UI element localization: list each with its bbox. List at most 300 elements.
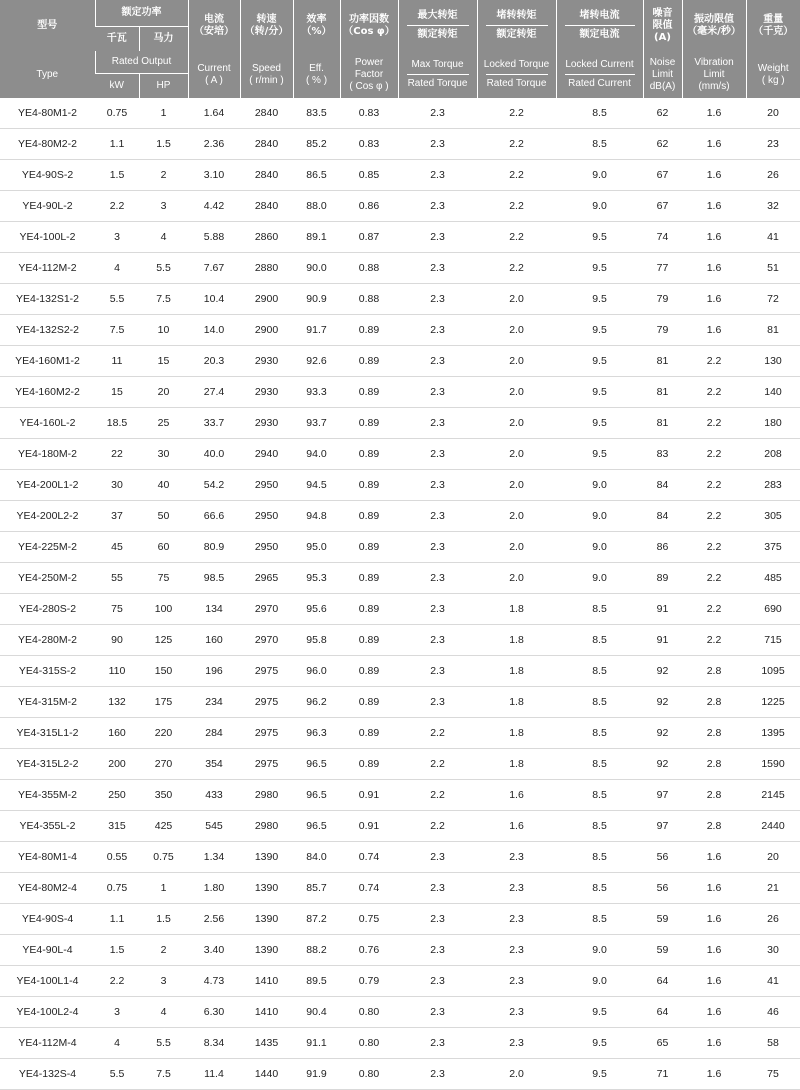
cell-locked-current-ratio: 8.5: [556, 129, 643, 160]
cell-vibration: 2.2: [682, 594, 746, 625]
cell-current: 1.64: [188, 98, 240, 129]
header-speed-en: [240, 51, 293, 98]
cell-efficiency: 96.5: [293, 749, 340, 780]
cell-max-torque-ratio: 2.2: [398, 718, 477, 749]
cell-current: 433: [188, 780, 240, 811]
cell-locked-current-ratio: 8.5: [556, 873, 643, 904]
cell-max-torque-ratio: 2.3: [398, 966, 477, 997]
cell-max-torque-ratio: 2.3: [398, 346, 477, 377]
cell-weight: 1395: [746, 718, 800, 749]
table-row: [0, 1028, 800, 1059]
table-row: [0, 594, 800, 625]
cell-current: 6.30: [188, 997, 240, 1028]
cell-max-torque-ratio: 2.3: [398, 377, 477, 408]
cell-locked-current-ratio: 8.5: [556, 811, 643, 842]
cell-vibration: 1.6: [682, 842, 746, 873]
cell-locked-current-ratio: 9.5: [556, 439, 643, 470]
cell-weight: 75: [746, 1059, 800, 1090]
table-row: [0, 253, 800, 284]
header-power-factor-en-label2: Factor: [354, 68, 384, 80]
cell-speed: 2930: [240, 346, 293, 377]
cell-type: YE4-80M2-4: [0, 873, 95, 904]
cell-current: 7.67: [188, 253, 240, 284]
cell-type: YE4-132S2-2: [0, 315, 95, 346]
cell-current: 545: [188, 811, 240, 842]
cell-locked-current-ratio: 9.5: [556, 346, 643, 377]
table-row: [0, 439, 800, 470]
cell-power-factor: 0.74: [340, 873, 398, 904]
cell-current: 1.80: [188, 873, 240, 904]
table-row: [0, 780, 800, 811]
header-locked-current-zh-num: 堵转电流: [579, 10, 620, 21]
header-vibration-zh-unit: （毫米/秒）: [687, 25, 741, 37]
cell-speed: 2840: [240, 191, 293, 222]
cell-hp: 1.5: [139, 904, 188, 935]
cell-speed: 1390: [240, 904, 293, 935]
cell-speed: 2970: [240, 625, 293, 656]
header-power-factor-en: [340, 51, 398, 98]
cell-kw: 200: [95, 749, 139, 780]
cell-efficiency: 85.7: [293, 873, 340, 904]
cell-vibration: 1.6: [682, 98, 746, 129]
cell-locked-torque-ratio: 1.6: [477, 811, 556, 842]
cell-speed: 2940: [240, 439, 293, 470]
cell-type: YE4-160L-2: [0, 408, 95, 439]
cell-efficiency: 95.6: [293, 594, 340, 625]
cell-locked-torque-ratio: 2.2: [477, 191, 556, 222]
cell-weight: 20: [746, 98, 800, 129]
header-current-zh-unit: （安培）: [194, 25, 234, 37]
cell-locked-torque-ratio: 2.0: [477, 346, 556, 377]
cell-hp: 4: [139, 997, 188, 1028]
cell-locked-current-ratio: 9.0: [556, 470, 643, 501]
header-kw-en: kW: [95, 74, 139, 99]
header-efficiency-zh-label: 效率: [306, 13, 327, 25]
table-row: [0, 687, 800, 718]
cell-efficiency: 96.0: [293, 656, 340, 687]
cell-weight: 30: [746, 935, 800, 966]
cell-locked-torque-ratio: 2.0: [477, 315, 556, 346]
cell-type: YE4-250M-2: [0, 563, 95, 594]
header-current-en-unit: ( A ): [205, 74, 223, 86]
cell-current: 11.4: [188, 1059, 240, 1090]
cell-weight: 1095: [746, 656, 800, 687]
cell-noise: 92: [643, 687, 682, 718]
cell-power-factor: 0.80: [340, 1028, 398, 1059]
header-vibration-zh: [682, 0, 746, 51]
cell-vibration: 2.2: [682, 439, 746, 470]
cell-kw: 2.2: [95, 966, 139, 997]
cell-weight: 208: [746, 439, 800, 470]
cell-hp: 1: [139, 873, 188, 904]
cell-locked-torque-ratio: 2.2: [477, 98, 556, 129]
header-locked-torque-zh: [477, 0, 556, 51]
header-max-torque-zh-den: 额定转矩: [417, 29, 458, 40]
cell-locked-torque-ratio: 1.8: [477, 594, 556, 625]
cell-hp: 15: [139, 346, 188, 377]
table-row: [0, 98, 800, 129]
cell-weight: 305: [746, 501, 800, 532]
header-efficiency-en-unit: ( % ): [305, 74, 328, 86]
cell-locked-torque-ratio: 2.3: [477, 873, 556, 904]
cell-max-torque-ratio: 2.3: [398, 904, 477, 935]
cell-kw: 110: [95, 656, 139, 687]
cell-hp: 50: [139, 501, 188, 532]
cell-locked-current-ratio: 8.5: [556, 656, 643, 687]
cell-max-torque-ratio: 2.3: [398, 687, 477, 718]
cell-speed: 2930: [240, 377, 293, 408]
cell-speed: 2860: [240, 222, 293, 253]
cell-noise: 64: [643, 966, 682, 997]
cell-max-torque-ratio: 2.3: [398, 1028, 477, 1059]
cell-noise: 79: [643, 284, 682, 315]
table-row: [0, 191, 800, 222]
cell-kw: 3: [95, 222, 139, 253]
cell-power-factor: 0.89: [340, 625, 398, 656]
cell-weight: 690: [746, 594, 800, 625]
cell-locked-current-ratio: 9.5: [556, 1028, 643, 1059]
header-locked-torque-en: [477, 51, 556, 98]
cell-kw: 1.5: [95, 160, 139, 191]
cell-vibration: 2.8: [682, 656, 746, 687]
cell-weight: 81: [746, 315, 800, 346]
cell-type: YE4-90L-4: [0, 935, 95, 966]
cell-type: YE4-280S-2: [0, 594, 95, 625]
cell-power-factor: 0.83: [340, 98, 398, 129]
cell-power-factor: 0.87: [340, 222, 398, 253]
cell-weight: 41: [746, 966, 800, 997]
cell-max-torque-ratio: 2.3: [398, 532, 477, 563]
cell-power-factor: 0.89: [340, 377, 398, 408]
header-efficiency-en: [293, 51, 340, 98]
cell-power-factor: 0.89: [340, 687, 398, 718]
cell-speed: 1390: [240, 935, 293, 966]
header-max-torque-zh-num: 最大转矩: [417, 10, 458, 21]
cell-efficiency: 96.5: [293, 780, 340, 811]
cell-speed: 2950: [240, 532, 293, 563]
header-vibration-en-label2: Limit: [703, 68, 725, 80]
cell-vibration: 1.6: [682, 997, 746, 1028]
cell-current: 3.10: [188, 160, 240, 191]
table-row: [0, 656, 800, 687]
cell-locked-torque-ratio: 2.0: [477, 1059, 556, 1090]
cell-kw: 30: [95, 470, 139, 501]
cell-vibration: 2.8: [682, 749, 746, 780]
cell-max-torque-ratio: 2.3: [398, 253, 477, 284]
cell-speed: 1390: [240, 873, 293, 904]
header-locked-torque-zh-den: 额定转矩: [496, 29, 537, 40]
cell-speed: 2930: [240, 408, 293, 439]
cell-locked-torque-ratio: 2.0: [477, 563, 556, 594]
cell-locked-torque-ratio: 2.0: [477, 408, 556, 439]
header-locked-torque-en-num: Locked Torque: [483, 59, 550, 70]
cell-weight: 51: [746, 253, 800, 284]
cell-kw: 0.55: [95, 842, 139, 873]
cell-kw: 18.5: [95, 408, 139, 439]
cell-power-factor: 0.91: [340, 780, 398, 811]
cell-power-factor: 0.91: [340, 811, 398, 842]
cell-speed: 2840: [240, 160, 293, 191]
header-vibration-en: [682, 51, 746, 98]
cell-current: 3.40: [188, 935, 240, 966]
cell-power-factor: 0.89: [340, 470, 398, 501]
header-speed-zh-label: 转速: [256, 13, 277, 25]
cell-type: YE4-100L1-4: [0, 966, 95, 997]
header-locked-current-en-num: Locked Current: [565, 59, 634, 70]
cell-efficiency: 93.3: [293, 377, 340, 408]
cell-max-torque-ratio: 2.3: [398, 563, 477, 594]
cell-hp: 3: [139, 191, 188, 222]
cell-max-torque-ratio: 2.3: [398, 656, 477, 687]
cell-weight: 375: [746, 532, 800, 563]
cell-hp: 60: [139, 532, 188, 563]
cell-vibration: 1.6: [682, 284, 746, 315]
cell-max-torque-ratio: 2.3: [398, 594, 477, 625]
cell-efficiency: 90.9: [293, 284, 340, 315]
cell-type: YE4-315L1-2: [0, 718, 95, 749]
cell-speed: 2900: [240, 284, 293, 315]
cell-type: YE4-160M2-2: [0, 377, 95, 408]
header-weight-en: [746, 51, 800, 98]
cell-hp: 4: [139, 222, 188, 253]
table-row: [0, 346, 800, 377]
cell-noise: 86: [643, 532, 682, 563]
cell-power-factor: 0.80: [340, 997, 398, 1028]
table-row: [0, 718, 800, 749]
cell-noise: 71: [643, 1059, 682, 1090]
cell-locked-current-ratio: 8.5: [556, 594, 643, 625]
header-weight-en-label: Weight: [757, 62, 789, 74]
cell-kw: 75: [95, 594, 139, 625]
cell-max-torque-ratio: 2.3: [398, 501, 477, 532]
cell-noise: 56: [643, 842, 682, 873]
fraction-rule: [407, 25, 469, 26]
cell-weight: 46: [746, 997, 800, 1028]
cell-hp: 425: [139, 811, 188, 842]
cell-locked-torque-ratio: 1.8: [477, 656, 556, 687]
cell-locked-torque-ratio: 2.3: [477, 842, 556, 873]
cell-type: YE4-80M2-2: [0, 129, 95, 160]
cell-speed: 2975: [240, 749, 293, 780]
cell-type: YE4-100L2-4: [0, 997, 95, 1028]
cell-max-torque-ratio: 2.3: [398, 222, 477, 253]
header-efficiency-zh-unit: （%）: [301, 25, 332, 37]
cell-locked-current-ratio: 9.0: [556, 191, 643, 222]
table-row: [0, 873, 800, 904]
cell-max-torque-ratio: 2.3: [398, 315, 477, 346]
cell-power-factor: 0.79: [340, 966, 398, 997]
cell-locked-torque-ratio: 2.0: [477, 470, 556, 501]
cell-power-factor: 0.88: [340, 253, 398, 284]
cell-vibration: 1.6: [682, 1059, 746, 1090]
cell-speed: 1410: [240, 966, 293, 997]
fraction-rule: [565, 74, 635, 75]
cell-kw: 1.1: [95, 904, 139, 935]
fraction-rule: [486, 25, 548, 26]
cell-kw: 0.75: [95, 873, 139, 904]
cell-vibration: 1.6: [682, 191, 746, 222]
cell-vibration: 1.6: [682, 966, 746, 997]
cell-vibration: 2.2: [682, 532, 746, 563]
header-vibration-en-label1: Vibration: [694, 56, 734, 68]
header-noise-en: [643, 51, 682, 98]
cell-kw: 5.5: [95, 284, 139, 315]
cell-speed: 2840: [240, 129, 293, 160]
cell-locked-current-ratio: 9.0: [556, 501, 643, 532]
cell-efficiency: 94.8: [293, 501, 340, 532]
cell-speed: 2975: [240, 656, 293, 687]
cell-efficiency: 95.0: [293, 532, 340, 563]
cell-power-factor: 0.89: [340, 439, 398, 470]
cell-weight: 2145: [746, 780, 800, 811]
cell-type: YE4-180M-2: [0, 439, 95, 470]
cell-locked-current-ratio: 9.0: [556, 160, 643, 191]
cell-speed: 1435: [240, 1028, 293, 1059]
cell-locked-torque-ratio: 1.8: [477, 718, 556, 749]
cell-current: 160: [188, 625, 240, 656]
header-noise-en-unit: dB(A): [649, 80, 676, 92]
table-row: [0, 284, 800, 315]
header-current-en-label: Current: [197, 62, 231, 74]
cell-current: 20.3: [188, 346, 240, 377]
cell-efficiency: 95.3: [293, 563, 340, 594]
cell-weight: 1225: [746, 687, 800, 718]
cell-weight: 140: [746, 377, 800, 408]
cell-speed: 2900: [240, 315, 293, 346]
cell-locked-current-ratio: 9.5: [556, 315, 643, 346]
cell-weight: 32: [746, 191, 800, 222]
cell-current: 10.4: [188, 284, 240, 315]
cell-current: 2.56: [188, 904, 240, 935]
cell-hp: 1.5: [139, 129, 188, 160]
header-type-en: Type: [0, 51, 95, 98]
cell-noise: 81: [643, 377, 682, 408]
cell-locked-torque-ratio: 2.3: [477, 966, 556, 997]
cell-vibration: 1.6: [682, 935, 746, 966]
cell-efficiency: 88.2: [293, 935, 340, 966]
cell-noise: 92: [643, 656, 682, 687]
cell-kw: 55: [95, 563, 139, 594]
cell-type: YE4-112M-4: [0, 1028, 95, 1059]
cell-max-torque-ratio: 2.3: [398, 129, 477, 160]
cell-hp: 3: [139, 966, 188, 997]
cell-max-torque-ratio: 2.2: [398, 749, 477, 780]
cell-locked-torque-ratio: 2.0: [477, 284, 556, 315]
cell-hp: 220: [139, 718, 188, 749]
cell-hp: 100: [139, 594, 188, 625]
cell-speed: 2975: [240, 687, 293, 718]
cell-locked-torque-ratio: 2.0: [477, 377, 556, 408]
header-kw-zh: 千瓦: [95, 27, 139, 52]
cell-weight: 130: [746, 346, 800, 377]
cell-locked-current-ratio: 9.0: [556, 935, 643, 966]
table-row: [0, 904, 800, 935]
cell-power-factor: 0.76: [340, 935, 398, 966]
cell-power-factor: 0.89: [340, 346, 398, 377]
cell-noise: 77: [643, 253, 682, 284]
cell-efficiency: 94.0: [293, 439, 340, 470]
cell-noise: 59: [643, 904, 682, 935]
cell-hp: 30: [139, 439, 188, 470]
cell-locked-current-ratio: 9.0: [556, 966, 643, 997]
cell-noise: 97: [643, 780, 682, 811]
cell-weight: 283: [746, 470, 800, 501]
fraction-rule: [407, 74, 469, 75]
header-locked-torque-zh-num: 堵转转矩: [496, 10, 537, 21]
cell-vibration: 2.8: [682, 811, 746, 842]
cell-max-torque-ratio: 2.3: [398, 935, 477, 966]
cell-noise: 91: [643, 594, 682, 625]
cell-hp: 25: [139, 408, 188, 439]
cell-noise: 91: [643, 625, 682, 656]
cell-efficiency: 86.5: [293, 160, 340, 191]
cell-kw: 1.5: [95, 935, 139, 966]
cell-max-torque-ratio: 2.3: [398, 997, 477, 1028]
cell-vibration: 1.6: [682, 253, 746, 284]
cell-max-torque-ratio: 2.3: [398, 191, 477, 222]
cell-efficiency: 94.5: [293, 470, 340, 501]
cell-max-torque-ratio: 2.3: [398, 160, 477, 191]
cell-current: 54.2: [188, 470, 240, 501]
cell-kw: 45: [95, 532, 139, 563]
cell-noise: 89: [643, 563, 682, 594]
cell-locked-torque-ratio: 2.3: [477, 904, 556, 935]
cell-type: YE4-90S-4: [0, 904, 95, 935]
cell-locked-current-ratio: 9.5: [556, 284, 643, 315]
cell-vibration: 2.2: [682, 346, 746, 377]
cell-kw: 4: [95, 253, 139, 284]
cell-current: 4.42: [188, 191, 240, 222]
cell-weight: 72: [746, 284, 800, 315]
cell-speed: 1390: [240, 842, 293, 873]
cell-type: YE4-355L-2: [0, 811, 95, 842]
cell-power-factor: 0.89: [340, 501, 398, 532]
cell-locked-current-ratio: 8.5: [556, 842, 643, 873]
cell-locked-current-ratio: 8.5: [556, 780, 643, 811]
cell-efficiency: 96.2: [293, 687, 340, 718]
cell-hp: 270: [139, 749, 188, 780]
cell-vibration: 1.6: [682, 904, 746, 935]
cell-hp: 125: [139, 625, 188, 656]
cell-speed: 2880: [240, 253, 293, 284]
cell-weight: 715: [746, 625, 800, 656]
table-row: [0, 749, 800, 780]
cell-type: YE4-132S-4: [0, 1059, 95, 1090]
cell-locked-current-ratio: 9.5: [556, 408, 643, 439]
cell-kw: 1.1: [95, 129, 139, 160]
header-power-factor-zh-unit: （Cos φ）: [343, 25, 395, 37]
header-vibration-zh-label: 振动限值: [694, 13, 734, 25]
header-power-factor-en-label1: Power: [354, 56, 384, 68]
header-speed-zh: [240, 0, 293, 51]
cell-vibration: 1.6: [682, 129, 746, 160]
table-row: [0, 377, 800, 408]
cell-locked-current-ratio: 9.5: [556, 222, 643, 253]
cell-noise: 74: [643, 222, 682, 253]
cell-speed: 2840: [240, 98, 293, 129]
cell-max-torque-ratio: 2.3: [398, 408, 477, 439]
cell-efficiency: 83.5: [293, 98, 340, 129]
header-vibration-en-unit: (mm/s): [698, 80, 730, 92]
cell-weight: 485: [746, 563, 800, 594]
cell-speed: 2975: [240, 718, 293, 749]
cell-kw: 5.5: [95, 1059, 139, 1090]
cell-vibration: 2.2: [682, 408, 746, 439]
table-row: [0, 532, 800, 563]
cell-max-torque-ratio: 2.3: [398, 625, 477, 656]
cell-locked-torque-ratio: 2.3: [477, 935, 556, 966]
cell-power-factor: 0.89: [340, 408, 398, 439]
